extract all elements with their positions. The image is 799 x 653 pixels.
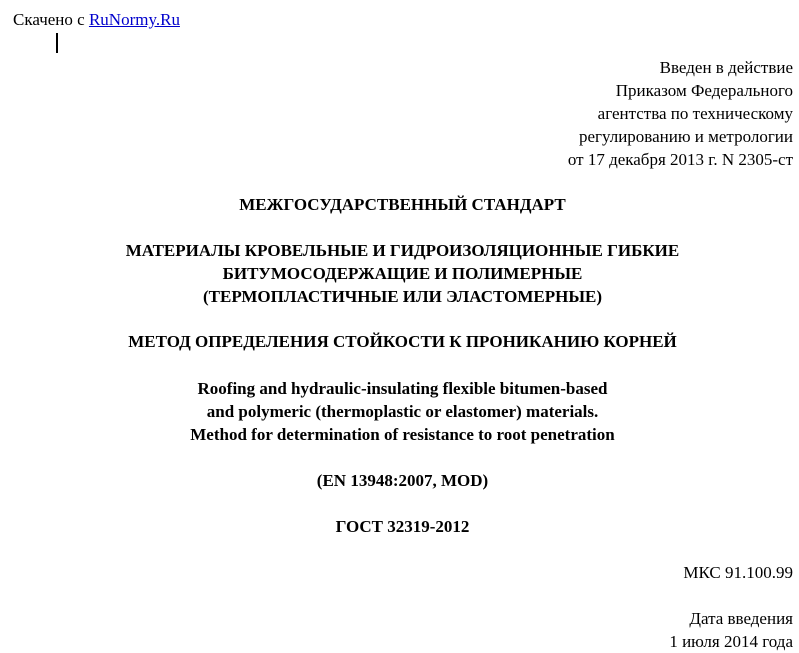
title-line-1: МАТЕРИАЛЫ КРОВЕЛЬНЫЕ И ГИДРОИЗОЛЯЦИОННЫЕ ГИБКИЕ (125, 241, 680, 260)
english-title-line-3: Method for determination of resistance to root penetration (190, 425, 615, 444)
intro-date-label: Дата введения (689, 609, 793, 628)
download-source-prefix: Скачено с (13, 10, 89, 29)
en-reference: (EN 13948:2007, MOD) (316, 471, 489, 490)
intro-line-4: регулированию и метрологии (578, 127, 793, 146)
download-source (13, 9, 180, 31)
intro-line-3: агентства по техническому (597, 104, 793, 123)
title-line-3: (ТЕРМОПЛАСТИЧНЫЕ ИЛИ ЭЛАСТОМЕРНЫЕ) (202, 287, 603, 306)
document-type: МЕЖГОСУДАРСТВЕННЫЙ СТАНДАРТ (239, 195, 566, 214)
english-title-line-2: and polymeric (thermoplastic or elastomer) materials. (206, 402, 599, 421)
document-subtitle: МЕТОД ОПРЕДЕЛЕНИЯ СТОЙКОСТИ К ПРОНИКАНИЮ КОРНЕЙ (128, 332, 677, 351)
title-line-2: БИТУМОСОДЕРЖАЩИЕ И ПОЛИМЕРНЫЕ (222, 264, 583, 283)
intro-line-1: Введен в действие (659, 58, 793, 77)
english-title-line-1: Roofing and hydraulic-insulating flexible bitumen-based (197, 379, 608, 398)
intro-line-2: Приказом Федерального (615, 81, 793, 100)
text-cursor (56, 33, 58, 53)
intro-line-5: от 17 декабря 2013 г. N 2305-ст (567, 150, 793, 169)
intro-date: 1 июля 2014 года (669, 632, 793, 651)
runormy-link[interactable]: RuNormy.Ru (88, 10, 180, 29)
mks-code: МКС 91.100.99 (683, 563, 793, 582)
gost-number: ГОСТ 32319-2012 (335, 517, 470, 536)
